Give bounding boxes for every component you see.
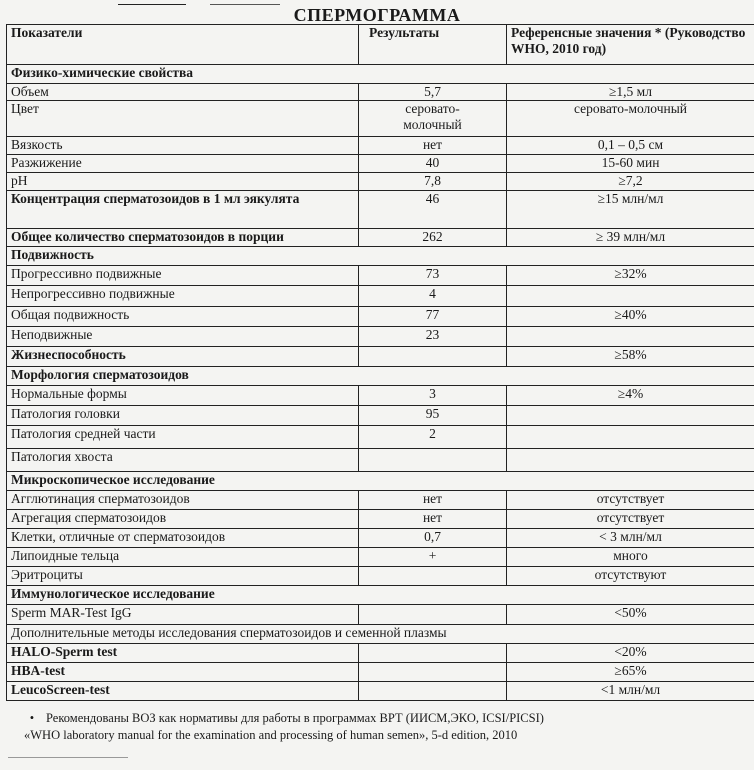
result-cell: 0,7 [359, 529, 507, 548]
result-cell: 40 [359, 155, 507, 173]
table-row [7, 644, 754, 663]
indicator-cell: Объем [7, 84, 359, 101]
reference-cell: много [507, 548, 754, 567]
table-row [7, 386, 754, 406]
section-row [7, 586, 754, 605]
result-cell: 23 [359, 327, 507, 347]
table-row [7, 191, 754, 229]
reference-cell: ≥40% [507, 307, 754, 327]
header-result: Результаты [359, 25, 507, 65]
table-row [7, 510, 754, 529]
result-cell: 2 [359, 426, 507, 449]
table-row [7, 605, 754, 625]
indicator-cell: Патология средней части [7, 426, 359, 449]
indicator-cell: Эритроциты [7, 567, 359, 586]
table-row [7, 84, 754, 101]
table-row [7, 229, 754, 247]
result-cell [359, 682, 507, 701]
bottom-cutoff-line [8, 757, 128, 758]
indicator-cell: Неподвижные [7, 327, 359, 347]
reference-cell: <20% [507, 644, 754, 663]
reference-cell [507, 406, 754, 426]
result-cell: 7,8 [359, 173, 507, 191]
indicator-cell: Агрегация сперматозоидов [7, 510, 359, 529]
result-cell: 262 [359, 229, 507, 247]
document-title: СПЕРМОГРАММА [293, 5, 461, 25]
reference-cell: ≥4% [507, 386, 754, 406]
footnote [18, 710, 748, 744]
indicator-cell: Патология хвоста [7, 449, 359, 472]
reference-cell: ≥1,5 мл [507, 84, 754, 101]
result-cell [359, 644, 507, 663]
section-title: Микроскопическое исследование [7, 472, 754, 491]
result-cell [359, 605, 507, 625]
indicator-cell: LeucoScreen-test [7, 682, 359, 701]
reference-cell: ≥15 млн/мл [507, 191, 754, 229]
reference-cell: отсутствуют [507, 567, 754, 586]
section-title: Иммунологическое исследование [7, 586, 754, 605]
result-cell: + [359, 548, 507, 567]
result-cell: нет [359, 137, 507, 155]
indicator-cell: Цвет [7, 101, 359, 137]
reference-cell: ≥ 39 млн/мл [507, 229, 754, 247]
indicator-cell: Концентрация сперматозоидов в 1 мл эякулята [7, 191, 359, 229]
indicator-cell: Прогрессивно подвижные [7, 266, 359, 286]
table-row [7, 155, 754, 173]
table-row [7, 266, 754, 286]
table-row [7, 491, 754, 510]
reference-cell [507, 286, 754, 307]
section-row [7, 65, 754, 84]
table-row [7, 406, 754, 426]
span-title: Дополнительные методы исследования сперматозоидов и семенной плазмы [7, 625, 754, 644]
indicator-cell: Липоидные тельца [7, 548, 359, 567]
reference-cell: <50% [507, 605, 754, 625]
result-cell: нет [359, 491, 507, 510]
result-cell: нет [359, 510, 507, 529]
reference-cell: ≥32% [507, 266, 754, 286]
indicator-cell: Общая подвижность [7, 307, 359, 327]
reference-cell [507, 449, 754, 472]
indicator-cell: Клетки, отличные от сперматозоидов [7, 529, 359, 548]
footnote-line-2: «WHO laboratory manual for the examination and processing of human semen», 5-d edition, 2010 [24, 728, 518, 742]
reference-cell [507, 327, 754, 347]
indicator-cell: Жизнеспособность [7, 347, 359, 367]
reference-cell: <1 млн/мл [507, 682, 754, 701]
section-row [7, 472, 754, 491]
section-row [7, 247, 754, 266]
result-cell: 46 [359, 191, 507, 229]
table-body [7, 65, 754, 701]
indicator-cell: Агглютинация сперматозоидов [7, 491, 359, 510]
header-reference: Референсные значения * (Руководство WHO, 2010 год) [507, 25, 754, 65]
indicator-cell: HBA-test [7, 663, 359, 682]
reference-cell: отсутствует [507, 491, 754, 510]
result-cell: 4 [359, 286, 507, 307]
reference-cell: 0,1 – 0,5 см [507, 137, 754, 155]
result-cell [359, 449, 507, 472]
results-table [6, 24, 754, 701]
reference-cell: 15-60 мин [507, 155, 754, 173]
result-cell [359, 663, 507, 682]
table-row [7, 449, 754, 472]
indicator-cell: Общее количество сперматозоидов в порции [7, 229, 359, 247]
result-cell: серовато-молочный [359, 101, 507, 137]
indicator-cell: Sperm MAR-Test IgG [7, 605, 359, 625]
result-cell: 77 [359, 307, 507, 327]
indicator-cell: Нормальные формы [7, 386, 359, 406]
footnote-text-1: Рекомендованы ВОЗ как нормативы для работы в программах ВРТ (ИИСМ,ЭКО, ICSI/PICSI) [46, 711, 544, 725]
indicator-cell: Непрогрессивно подвижные [7, 286, 359, 307]
table-row [7, 548, 754, 567]
result-cell: 3 [359, 386, 507, 406]
table-row [7, 101, 754, 137]
table-row [7, 327, 754, 347]
reference-cell: серовато-молочный [507, 101, 754, 137]
table-row [7, 286, 754, 307]
bullet-icon: • [29, 711, 35, 725]
table-row [7, 567, 754, 586]
header-indicator: Показатели [7, 25, 359, 65]
result-cell: 95 [359, 406, 507, 426]
reference-cell [507, 426, 754, 449]
indicator-cell: HALO-Sperm test [7, 644, 359, 663]
reference-cell: ≥65% [507, 663, 754, 682]
table-row [7, 173, 754, 191]
table-row [7, 663, 754, 682]
section-title: Подвижность [7, 247, 754, 266]
result-cell: 5,7 [359, 84, 507, 101]
indicator-cell: Разжижение [7, 155, 359, 173]
table-header-row [7, 25, 754, 65]
result-cell: 73 [359, 266, 507, 286]
table-row [7, 137, 754, 155]
reference-cell: ≥58% [507, 347, 754, 367]
indicator-cell: Патология головки [7, 406, 359, 426]
indicator-cell: pH [7, 173, 359, 191]
footnote-line-1 [18, 710, 748, 727]
reference-cell: ≥7,2 [507, 173, 754, 191]
table-row [7, 682, 754, 701]
section-title: Физико-химические свойства [7, 65, 754, 84]
section-title: Морфология сперматозоидов [7, 367, 754, 386]
indicator-cell: Вязкость [7, 137, 359, 155]
result-cell [359, 347, 507, 367]
section-row [7, 367, 754, 386]
span-row [7, 625, 754, 644]
table-row [7, 347, 754, 367]
reference-cell: отсутствует [507, 510, 754, 529]
reference-cell: < 3 млн/мл [507, 529, 754, 548]
table-row [7, 307, 754, 327]
result-cell [359, 567, 507, 586]
table-row [7, 529, 754, 548]
table-row [7, 426, 754, 449]
